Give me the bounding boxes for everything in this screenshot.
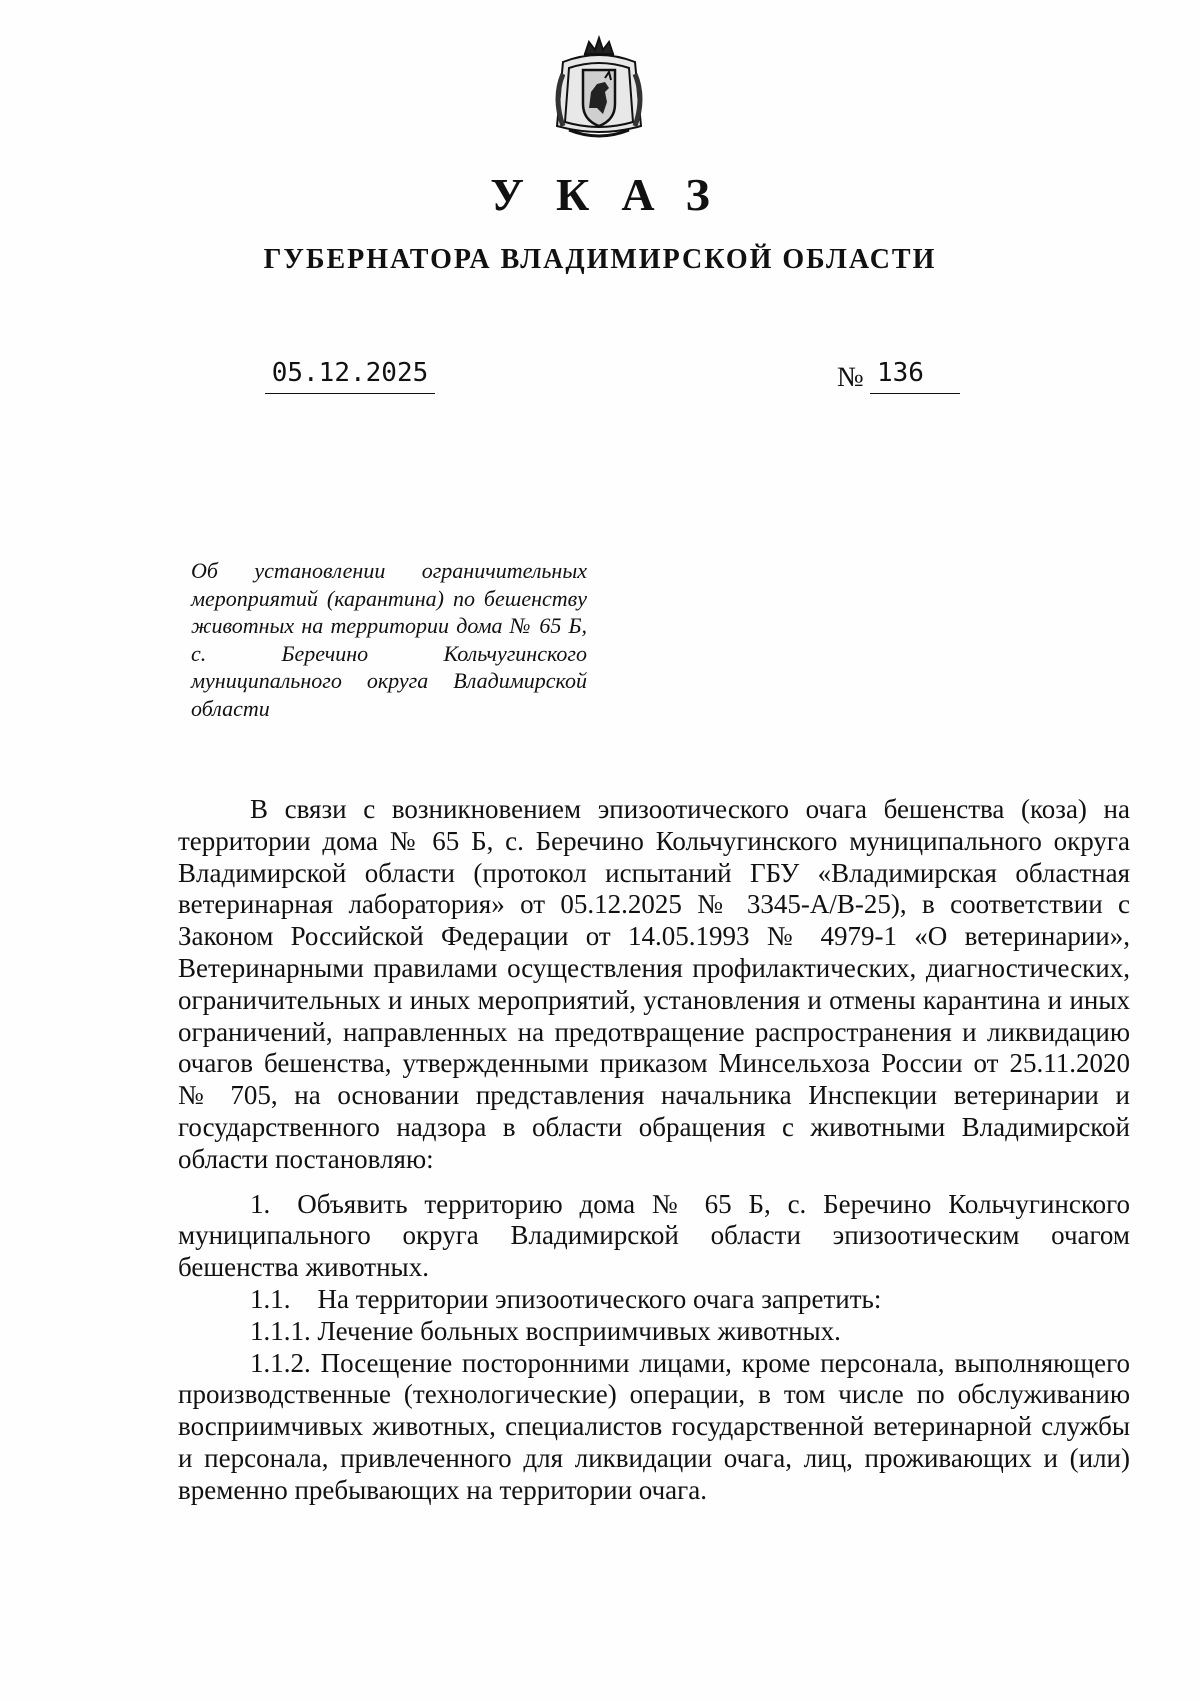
clause-1-1: 1.1. На территории эпизоотического очага запретить: xyxy=(250,1283,882,1314)
clause-1: 1. Объявить территорию дома № 65 Б, с. Беречино Кольчугинского муниципального округа Владимирской области эпизоотическим очагом бешенства животных. xyxy=(178,1188,1130,1283)
number-underline xyxy=(870,393,960,394)
preamble-paragraph: В связи с возникновением эпизоотического очага бешенства (коза) на территории дома № 65 Б, с. Беречино Кольчугинского муниципального округа Владимирской области (протокол испытаний ГБУ «Владимирская областная ветеринарная лаборатория» от 05.12.2025 № 3345-А/В-25), в соответствии с Законом Российской Федерации от 14.05.1993 № 4979-1 «О ветеринарии», Ветеринарными правилами осуществления профилактических, диагностических, ограничительных и иных мероприятий, установления и отмены карантина и иных ограничений, направленных на предотвращение распространения и ликвидацию очагов бешенства, утвержденными приказом Минсельхоза России от 25.11.2020 № 705, на основании представления начальника Инспекции ветеринарии и государственного надзора в области обращения с животными Владимирской области постановляю: xyxy=(178,794,1130,1174)
document-date: 05.12.2025 xyxy=(271,358,429,388)
clause-1-1-2: 1.1.2. Посещение посторонними лицами, кроме персонала, выполняющего производственные (технологические) операции, в том числе по обслуживанию восприимчивых животных, специалистов государственной ветеринарной службы и персонала, привлеченного для ликвидации очага, лиц, проживающих и (или) временно пребывающих на территории очага. xyxy=(178,1347,1130,1505)
document-number: 136 xyxy=(877,358,924,388)
document-body xyxy=(178,794,1130,1507)
coat-of-arms-icon xyxy=(549,34,649,144)
issuer-title: ГУБЕРНАТОРА ВЛАДИМИРСКОЙ ОБЛАСТИ xyxy=(263,244,937,275)
clause-1-1-1: 1.1.1. Лечение больных восприимчивых животных. xyxy=(250,1315,841,1346)
date-underline xyxy=(265,393,435,394)
document-subject: Об установлении ограничительных мероприятий (карантина) по бешенству животных на территории дома № 65 Б, с. Беречино Кольчугинского муниципального округа Владимирской области xyxy=(191,558,587,721)
number-sign: № xyxy=(837,362,864,393)
document-type-title: УКАЗ xyxy=(490,169,742,220)
